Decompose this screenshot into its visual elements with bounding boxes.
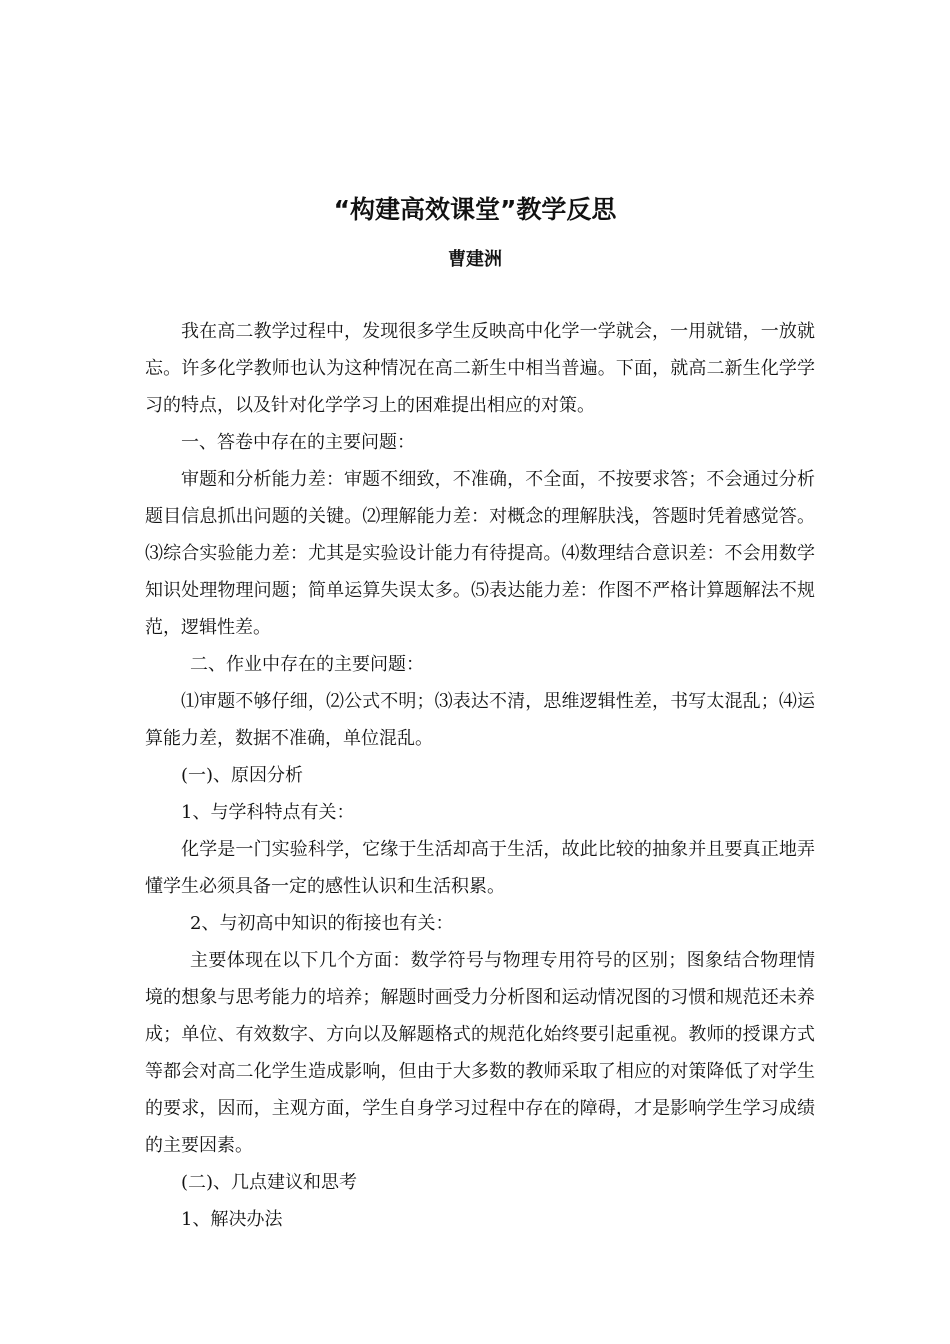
- heading-knowledge-transition: 2、与初高中知识的衔接也有关：: [190, 913, 454, 934]
- paragraph-exam-problems: 审题和分析能力差：审题不细致，不准确，不全面，不按要求答；不会通过分析题目信息抓出问题的关键。⑵理解能力差：对概念的理解肤浅，答题时凭着感觉答。⑶综合实验能力差：尤其是实验设计能力有待提高。⑷数理结合意识差：不会用数学知识处理物理问题；简单运算失误太多。⑸表达能力差：作图不严格计算题解法不规范，逻辑性差。: [145, 469, 815, 638]
- heading-cause-analysis: (一)、原因分析: [181, 765, 304, 786]
- paragraph-subject-features: 化学是一门实验科学，它缘于生活却高于生活，故此比较的抽象并且要真正地弄懂学生必须具备一定的感性认识和生活积累。: [145, 839, 815, 897]
- document-author: 曹建洲: [448, 249, 502, 270]
- heading-solutions: 1、解决办法: [181, 1209, 283, 1230]
- heading-subject-features: 1、与学科特点有关：: [181, 802, 355, 823]
- document-body: [145, 313, 815, 1238]
- heading-exam-problems: 一、答卷中存在的主要问题：: [181, 432, 415, 453]
- paragraph-knowledge-transition: 主要体现在以下几个方面：数学符号与物理专用符号的区别；图象结合物理情境的想象与思考能力的培养；解题时画受力分析图和运动情况图的习惯和规范还未养成；单位、有效数字、方向以及解题格式的规范化始终要引起重视。教师的授课方式等都会对高二化学生造成影响，但由于大多数的教师采取了相应的对策降低了对学生的要求，因而，主观方面，学生自身学习过程中存在的障碍，才是影响学生学习成绩的主要因素。: [145, 950, 815, 1156]
- paragraph-homework-problems: ⑴审题不够仔细，⑵公式不明；⑶表达不清，思维逻辑性差，书写太混乱；⑷运算能力差，数据不准确，单位混乱。: [145, 691, 815, 749]
- heading-suggestions: (二)、几点建议和思考: [181, 1172, 358, 1193]
- heading-homework-problems: 二、作业中存在的主要问题：: [190, 654, 424, 675]
- paragraph-intro: 我在高二教学过程中，发现很多学生反映高中化学一学就会，一用就错，一放就忘。许多化学教师也认为这种情况在高二新生中相当普遍。下面，就高二新生化学学习的特点，以及针对化学学习上的困难提出相应的对策。: [145, 321, 815, 416]
- document-title: “构建高效课堂”教学反思: [333, 195, 617, 224]
